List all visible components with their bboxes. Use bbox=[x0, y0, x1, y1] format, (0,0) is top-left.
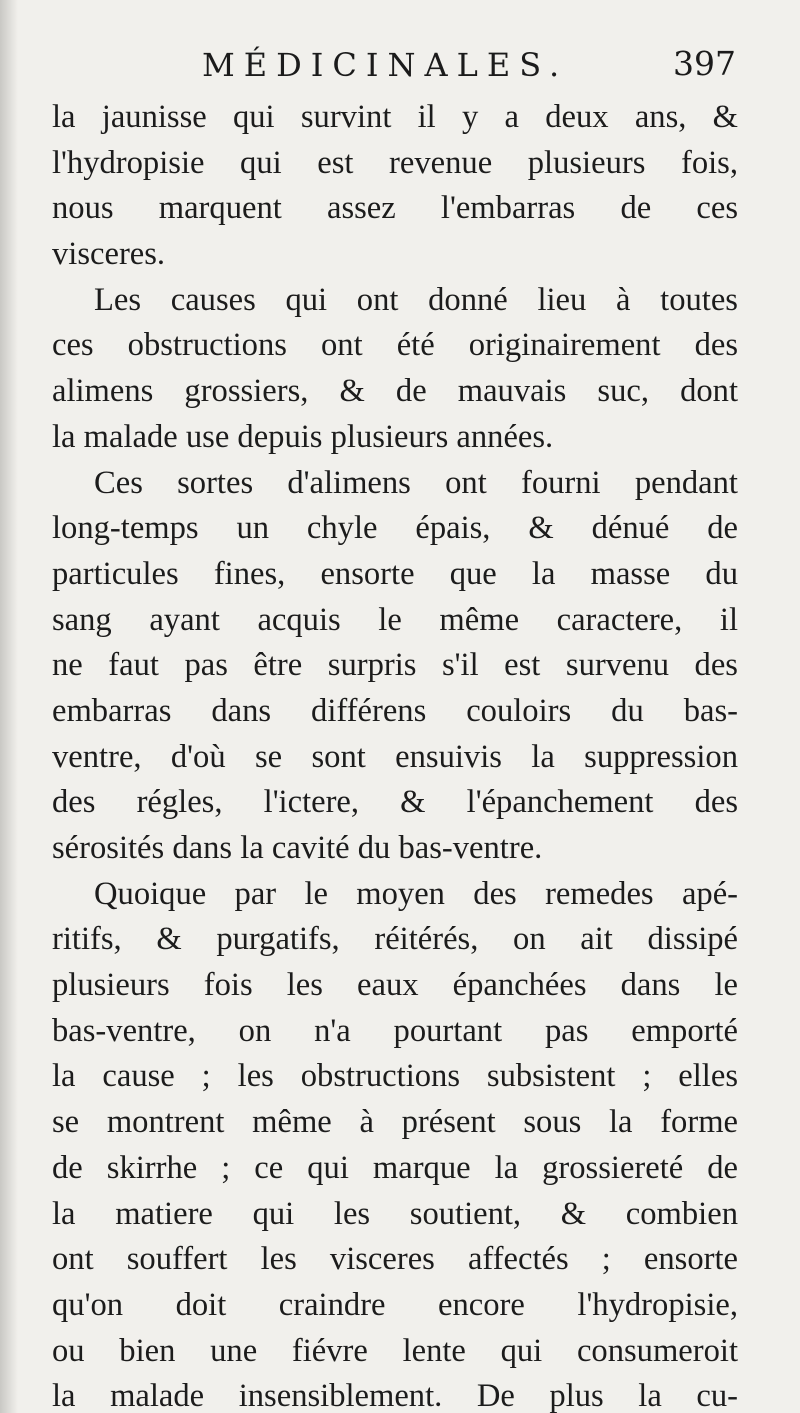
text-line: nous marquent assez l'embarras de ces bbox=[52, 190, 738, 227]
text-line: particules fines, ensorte que la masse du bbox=[52, 555, 738, 592]
text-line: des régles, l'ictere, & l'épanchement des bbox=[52, 784, 738, 821]
text-line: Les causes qui ont donné lieu à toutes bbox=[94, 281, 738, 318]
text-line: de skirrhe ; ce qui marque la grossiereté de bbox=[52, 1149, 738, 1186]
text-line: la jaunisse qui survint il y a deux ans, & bbox=[52, 99, 738, 135]
text-line: la malade insensiblement. De plus la cu- bbox=[52, 1378, 738, 1413]
text-line: la malade use depuis plusieurs années. bbox=[52, 418, 554, 455]
text-line: ne faut pas être surpris s'il est survenu des bbox=[52, 647, 738, 684]
text-line: alimens grossiers, & de mauvais suc, dont bbox=[52, 373, 738, 410]
text-line: ritifs, & purgatifs, réitérés, on ait dissipé bbox=[52, 921, 738, 958]
text-line: plusieurs fois les eaux épanchées dans le bbox=[52, 967, 738, 1004]
text-line: embarras dans différens couloirs du bas- bbox=[52, 692, 738, 729]
text-line: qu'on doit craindre encore l'hydropisie, bbox=[52, 1286, 738, 1323]
text-line: sang ayant acquis le même caractere, il bbox=[52, 601, 738, 638]
text-line: l'hydropisie qui est revenue plusieurs fois, bbox=[52, 144, 738, 181]
text-line: long-temps un chyle épais, & dénué de bbox=[52, 510, 738, 547]
page-gutter-shadow bbox=[0, 0, 18, 1413]
text-line: la matiere qui les soutient, & combien bbox=[52, 1195, 738, 1232]
text-line: ventre, d'où se sont ensuivis la suppression bbox=[52, 738, 738, 775]
text-line: ces obstructions ont été originairement des bbox=[52, 327, 738, 364]
text-line: bas-ventre, on n'a pourtant pas emporté bbox=[52, 1012, 738, 1049]
body-text bbox=[52, 95, 738, 1413]
text-line: se montrent même à présent sous la forme bbox=[52, 1104, 738, 1141]
running-title: MÉDICINALES. bbox=[202, 46, 569, 84]
text-line: ont souffert les visceres affectés ; ensorte bbox=[52, 1241, 738, 1278]
text-line: la cause ; les obstructions subsistent ; elles bbox=[52, 1058, 738, 1095]
text-line: Quoique par le moyen des remedes apé- bbox=[94, 875, 738, 912]
text-line: sérosités dans la cavité du bas-ventre. bbox=[52, 830, 543, 866]
text-line: Ces sortes d'alimens ont fourni pendant bbox=[94, 464, 738, 501]
running-header bbox=[52, 40, 742, 96]
text-line: ou bien une fiévre lente qui consumeroit bbox=[52, 1332, 738, 1369]
page-number: 397 bbox=[673, 44, 736, 83]
text-line: visceres. bbox=[52, 236, 166, 273]
